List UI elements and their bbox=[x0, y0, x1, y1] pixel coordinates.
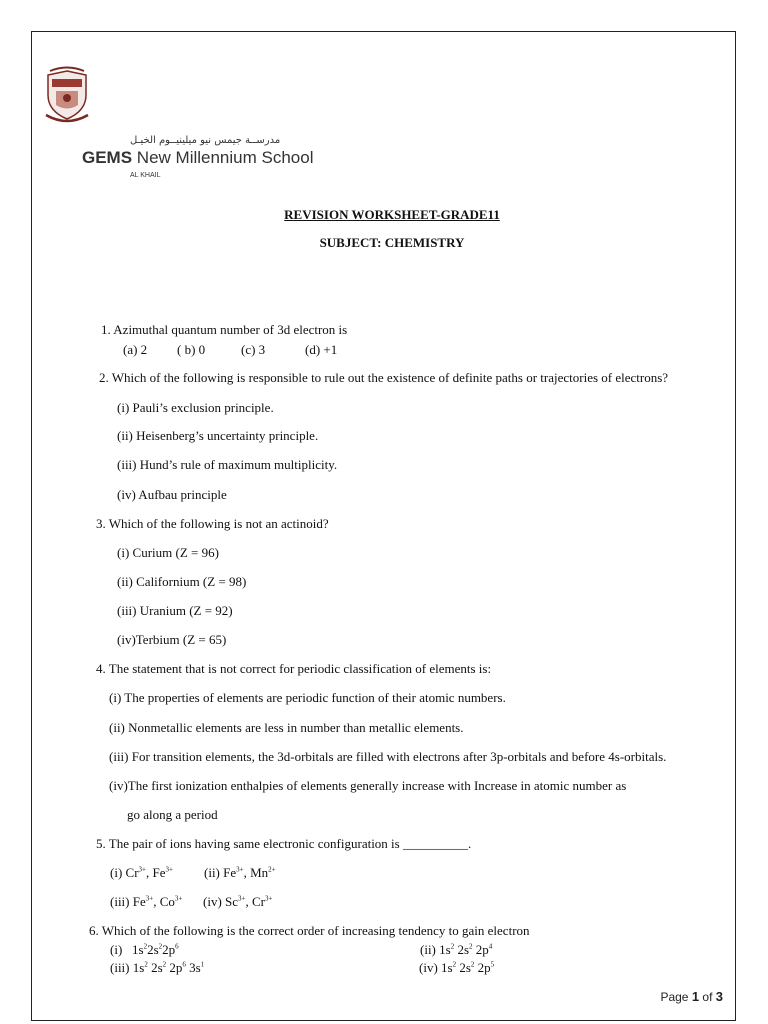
option-a: (a) 2 bbox=[123, 342, 148, 357]
question-6-option-iii: (iii) $1s^2$ $2s^2$ $2p^6$ $3s^1$ bbox=[110, 960, 205, 975]
question-1-options bbox=[123, 342, 337, 358]
question-4-option: (i) The properties of elements are periodic function of their atomic numbers. bbox=[109, 690, 506, 705]
question-3: 3. Which of the following is not an actinoid? bbox=[96, 516, 329, 531]
option-d: (d) +1 bbox=[305, 342, 338, 357]
option-b: ( b) 0 bbox=[177, 342, 206, 357]
question-6: 6. Which of the following is the correct order of increasing tendency to gain electron bbox=[89, 923, 530, 938]
logo-arabic-name: مدرســة جيمس نيو ميلينيــوم الخيـل bbox=[130, 135, 281, 146]
question-2-option: (i) Pauli’s exclusion principle. bbox=[117, 400, 274, 415]
question-5-option-iii: (iii) $Fe^{3+}$, $Co^{3+}$ bbox=[110, 894, 183, 909]
question-4: 4. The statement that is not correct for periodic classification of elements is: bbox=[96, 661, 492, 676]
question-3-option: (iv)Terbium (Z = 65) bbox=[117, 632, 227, 647]
page-number: Page 1 of 3 bbox=[660, 989, 723, 1004]
question-5-option-i: (i) $Cr^{3+}$, $Fe^{3+}$ bbox=[110, 865, 173, 880]
question-4-option-continued: go along a period bbox=[127, 807, 218, 822]
worksheet-title: REVISION WORKSHEET-GRADE11 bbox=[284, 207, 500, 222]
question-6-option-i: (i) $1s^22s^22p^6$ bbox=[110, 942, 179, 957]
question-3-option: (ii) Californium (Z = 98) bbox=[117, 574, 247, 589]
question-4-option: (iv)The first ionization enthalpies of elements generally increase with Increase in atomic number as bbox=[109, 778, 627, 793]
question-2-option: (iv) Aufbau principle bbox=[117, 487, 227, 502]
question-6-option-ii: (ii) $1s^2$ $2s^2$ $2p^4$ bbox=[420, 942, 493, 957]
question-5-option-ii: (ii) $Fe^{3+}$, $Mn^{2+}$ bbox=[204, 865, 276, 880]
question-1: 1. Azimuthal quantum number of 3d electron is bbox=[101, 322, 348, 337]
question-6-option-iv: (iv) $1s^2$ $2s^2$ $2p^5$ bbox=[419, 960, 495, 975]
question-5-options-row-2 bbox=[110, 894, 272, 910]
question-3-option: (i) Curium (Z = 96) bbox=[117, 545, 219, 560]
question-3-option: (iii) Uranium (Z = 92) bbox=[117, 603, 233, 618]
logo-brand: GEMS bbox=[82, 148, 133, 167]
question-2-option: (ii) Heisenberg’s uncertainty principle. bbox=[117, 428, 319, 443]
logo-name: New Millennium School bbox=[136, 148, 314, 167]
logo-school-name bbox=[82, 148, 313, 168]
question-5: 5. The pair of ions having same electronic configuration is __________. bbox=[96, 836, 472, 851]
school-crest-logo bbox=[42, 65, 92, 125]
question-5-options-row-1 bbox=[110, 865, 276, 881]
question-2-option: (iii) Hund’s rule of maximum multiplicity. bbox=[117, 457, 338, 472]
subject-title: SUBJECT: CHEMISTRY bbox=[319, 235, 465, 250]
option-c: (c) 3 bbox=[241, 342, 266, 357]
question-2: 2. Which of the following is responsible to rule out the existence of definite paths or trajectories of electrons? bbox=[99, 370, 669, 385]
question-5-option-iv: (iv) $Sc^{3+}$, $Cr^{3+}$ bbox=[203, 894, 273, 909]
question-4-option: (ii) Nonmetallic elements are less in number than metallic elements. bbox=[109, 720, 464, 735]
logo-campus: AL KHAIL bbox=[130, 172, 161, 179]
question-4-option: (iii) For transition elements, the 3d-orbitals are filled with electrons after 3p-orbitals and before 4s-orbitals. bbox=[109, 749, 667, 764]
